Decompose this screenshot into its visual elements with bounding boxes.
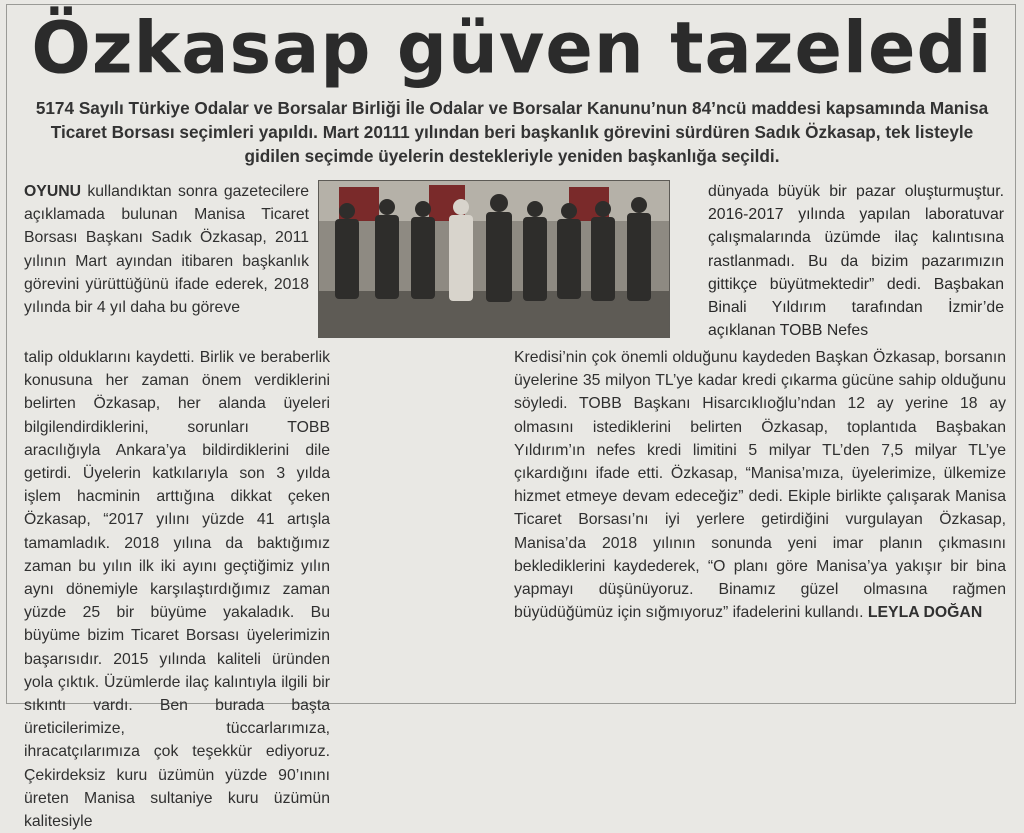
col3-paragraph: [514, 346, 1006, 624]
col3-text: Kredisi’nin çok önemli olduğunu kaydeden Başkan Özkasap, borsanın üyelerine 35 milyon TL’ye kadar kredi çıkarma gücüne sahip olduğunu söyledi. TOBB Başkanı Hisarcıklıoğlu’ndan 12 ay yerine 18 ay olmasını istediklerini belirten Özkasap, toplantıda Başbakan Yıldırım’ın nefes kredi limitini 5 milyar TL’den 7,5 milyar TL’ye çıkardığını ifade etti. Özkasap, “Manisa’mıza, üyelerimize, ülkemize hizmet etmeye devam edeceğiz” dedi. Ekiple birlikte çalışarak Manisa Ticaret Borsası’nı iyi yerlere getirdiğini vurgulayan Özkasap, Manisa’da 2018 yılının sonunda yeni imar planın çıkmasını beklediklerini kaydederek, “O planı göre Manisa’ya yakışır bir bina yapmayı düşünüyoruz. Binamız güzel olmasına rağmen büyüdüğümüz için sığmıyoruz” ifadelerini kullandı.: [514, 349, 1006, 622]
col1-paragraph: [24, 180, 309, 319]
article-body: [24, 180, 1006, 831]
col2-text: talip olduklarını kaydetti. Birlik ve beraberlik konusuna her zaman önem verdiklerini belirten Özkasap, her alanda üyeleri bilgilendirdiklerini, sorunları TOBB aracılığıyla Ankara’ya bildirdiklerini dile getirdi. Üyelerin katkılarıyla son 3 yılda işlem hacminin arttığına dikkat çeken Özkasap, “2017 yılını yüzde 41 artışla tamamladık. 2018 yılına da baktığımız zaman bu yılın ilk iki ayını geçtiğimiz yılın aynı dönemiyle karşılaştırdığımız zaman yüzde 25 bir büyüme yakaladık. Bu büyüme bizim Ticaret Borsası üyelerimizin başarısıdır. 2015 yılında kaliteli üründen yola çıktık. Üzümlerde ilaç kalıntıyla ilgili bir sıkıntı vardı. Ben burada başta üreticilerimize, tüccarlarımıza, ihracatçılarımıza çok teşekkür ediyoruz. Çekirdeksiz kuru üzümün yüzde 90’ınını üreten Manisa sultaniye kuru üzümün kalitesiyle: [24, 349, 330, 831]
group-photo-image: [319, 181, 670, 338]
column-3-top: [708, 180, 1004, 342]
column-1-top: [24, 180, 309, 319]
lead-paragraph: 5174 Sayılı Türkiye Odalar ve Borsalar Birliği İle Odalar ve Borsalar Kanunu’nun 84’ncü maddesi kapsamında Manisa Ticaret Borsası seçimleri yapıldı. Mart 20111 yılından beri başkanlık görevini sürdüren Sadık Özkasap, tek listeyle gidilen seçimde üyelerin destekleriyle yeniden başkanlığa seçildi.: [35, 98, 989, 166]
col1-text: kullandıktan sonra gazetecilere açıklamada bulunan Manisa Ticaret Borsası Başkanı Sadık Özkasap, 2011 yılının Mart ayından itibaren başkanlık görevini yürüttüğünü ifade ederek, 2018 yılında bir 4 yıl daha bu göreve: [24, 183, 309, 317]
article-photo: [318, 180, 670, 338]
byline: LEYLA DOĞAN: [867, 604, 983, 622]
column-2: [24, 346, 330, 833]
headline: Özkasap güven tazeledi: [31, 6, 993, 90]
column-3: [514, 346, 1006, 624]
lede-word: OYUNU: [24, 183, 82, 200]
col3-top-text: dünyada büyük bir pazar oluşturmuştur. 2016-2017 yılında yapılan laboratuvar çalışmalarında üzümde ilaç kalıntısına rastlanmadı. Bu da bizim pazarımızın gittikçe büyütmektedir” dedi. Başbakan Binali Yıldırım tarafından İzmir’de açıklanan TOBB Nefes: [708, 183, 1004, 340]
